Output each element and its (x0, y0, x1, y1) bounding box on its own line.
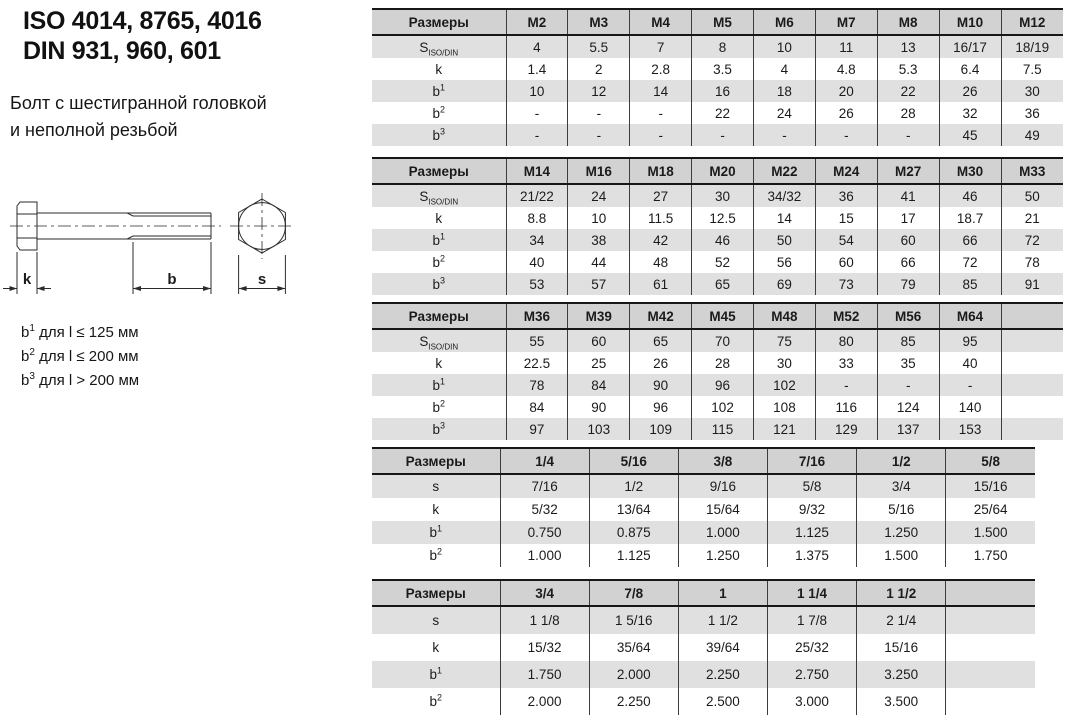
table-row (372, 661, 1035, 688)
row-label: k (435, 355, 443, 371)
row-label: s (372, 606, 500, 634)
table-row (372, 474, 1035, 498)
value-cell: - (568, 102, 630, 124)
dim-label-s: s (257, 271, 267, 288)
value-cell: 36 (815, 184, 877, 207)
table-row (372, 124, 1063, 146)
value-cell: 153 (939, 418, 1001, 440)
value-cell: 1.000 (678, 521, 767, 544)
value-cell: 26 (939, 80, 1001, 102)
table-row (372, 634, 1035, 661)
value-cell: 16/17 (939, 35, 1001, 58)
value-cell: 84 (506, 396, 568, 418)
value-cell (1001, 396, 1063, 418)
value-cell: - (630, 102, 692, 124)
table-row (372, 352, 1063, 374)
row-label: k (435, 210, 443, 226)
value-cell: 21 (1001, 207, 1063, 229)
column-header: M8 (877, 9, 939, 35)
table-metric-m36-m64 (372, 302, 1063, 440)
value-cell: 1.250 (857, 521, 946, 544)
subtitle (10, 90, 267, 144)
value-cell: 18.7 (939, 207, 1001, 229)
table-row (372, 329, 1063, 352)
row-label: $b^1$ (372, 229, 506, 251)
column-header (1001, 303, 1063, 329)
value-cell: 1.000 (500, 544, 589, 567)
column-header: 1 1/2 (857, 580, 946, 606)
value-cell: 1.750 (946, 544, 1035, 567)
value-cell: 60 (568, 329, 630, 352)
value-cell: 85 (877, 329, 939, 352)
value-cell (946, 688, 1035, 715)
hex-end-view (230, 193, 294, 259)
value-cell: 45 (939, 124, 1001, 146)
value-cell: 2.250 (589, 688, 678, 715)
column-header: 5/8 (946, 448, 1035, 474)
value-cell: 30 (692, 184, 754, 207)
value-cell: 21/22 (506, 184, 568, 207)
table-row (372, 273, 1063, 295)
value-cell: 1.500 (857, 544, 946, 567)
value-cell: 2 1/4 (857, 606, 946, 634)
value-cell: 3.5 (692, 58, 754, 80)
value-cell: 70 (692, 329, 754, 352)
value-cell: 1.125 (589, 544, 678, 567)
value-cell: 11.5 (630, 207, 692, 229)
value-cell: 48 (630, 251, 692, 273)
value-cell: 108 (754, 396, 816, 418)
table-row (372, 418, 1063, 440)
value-cell: 1 1/8 (500, 606, 589, 634)
value-cell: 40 (506, 251, 568, 273)
value-cell: 60 (815, 251, 877, 273)
table-row (372, 80, 1063, 102)
table-metric-m2-m12 (372, 8, 1063, 146)
table-row (372, 374, 1063, 396)
column-header: M5 (692, 9, 754, 35)
value-cell: 36 (1001, 102, 1063, 124)
row-label: $b^1$ (372, 661, 500, 688)
value-cell: 50 (1001, 184, 1063, 207)
value-cell: 55 (506, 329, 568, 352)
value-cell: 16 (692, 80, 754, 102)
value-cell: 102 (692, 396, 754, 418)
value-cell: 18 (754, 80, 816, 102)
value-cell: - (630, 124, 692, 146)
value-cell: 17 (877, 207, 939, 229)
column-header: M56 (877, 303, 939, 329)
value-cell: 96 (630, 396, 692, 418)
value-cell: 42 (630, 229, 692, 251)
table-row (372, 102, 1063, 124)
value-cell: 1 1/2 (678, 606, 767, 634)
value-cell: 0.875 (589, 521, 678, 544)
value-cell: 4 (506, 35, 568, 58)
value-cell: 46 (939, 184, 1001, 207)
dimension-b (133, 242, 211, 294)
row-label: $b^2$ (432, 398, 446, 415)
value-cell: 20 (815, 80, 877, 102)
row-label: $b^1$ (372, 374, 506, 396)
table-row (372, 521, 1035, 544)
value-cell: 115 (692, 418, 754, 440)
value-cell: 1.125 (767, 521, 856, 544)
value-cell: 7.5 (1001, 58, 1063, 80)
value-cell: 53 (506, 273, 568, 295)
value-cell: 24 (568, 184, 630, 207)
footnote: $b^1$ для l ≤ 125 мм (21, 323, 139, 341)
table-row (372, 688, 1035, 715)
value-cell: 12 (568, 80, 630, 102)
row-label: $b^3$ (372, 124, 506, 146)
row-label: s (372, 474, 500, 498)
value-cell: 5/8 (767, 474, 856, 498)
value-cell: 25/64 (946, 498, 1035, 521)
value-cell: 9/16 (678, 474, 767, 498)
column-header: 5/16 (589, 448, 678, 474)
column-header: 1 (678, 580, 767, 606)
value-cell: 9/32 (767, 498, 856, 521)
value-cell: 34 (506, 229, 568, 251)
value-cell: 24 (754, 102, 816, 124)
value-cell: 5.3 (877, 58, 939, 80)
value-cell: 7 (630, 35, 692, 58)
value-cell: 61 (630, 273, 692, 295)
value-cell: - (692, 124, 754, 146)
value-cell: 85 (939, 273, 1001, 295)
value-cell: 79 (877, 273, 939, 295)
value-cell: 33 (815, 352, 877, 374)
row-label: $b^3$ (372, 418, 506, 440)
value-cell: 15/16 (857, 634, 946, 661)
value-cell: 2 (568, 58, 630, 80)
dimension-s (239, 255, 286, 294)
value-cell: - (815, 374, 877, 396)
value-cell: 56 (754, 251, 816, 273)
value-cell: - (754, 124, 816, 146)
value-cell: 90 (568, 396, 630, 418)
value-cell: 44 (568, 251, 630, 273)
column-header (946, 580, 1035, 606)
value-cell: 35/64 (589, 634, 678, 661)
column-header: M33 (1001, 158, 1063, 184)
value-cell: 15 (815, 207, 877, 229)
value-cell: 84 (568, 374, 630, 396)
column-header: 1/2 (857, 448, 946, 474)
value-cell (946, 661, 1035, 688)
value-cell (946, 606, 1035, 634)
value-cell: 54 (815, 229, 877, 251)
value-cell: 5/16 (857, 498, 946, 521)
value-cell: 1 5/16 (589, 606, 678, 634)
subtitle-line2: и неполной резьбой (10, 120, 178, 140)
value-cell: 35 (877, 352, 939, 374)
value-cell: 22 (692, 102, 754, 124)
value-cell: 1/2 (589, 474, 678, 498)
value-cell: 60 (877, 229, 939, 251)
bolt-technical-drawing (0, 185, 340, 305)
value-cell: 14 (630, 80, 692, 102)
column-header: M12 (1001, 9, 1063, 35)
value-cell: 97 (506, 418, 568, 440)
value-cell: 26 (630, 352, 692, 374)
value-cell: 30 (754, 352, 816, 374)
column-header: M7 (815, 9, 877, 35)
value-cell: 14 (754, 207, 816, 229)
value-cell: 91 (1001, 273, 1063, 295)
column-header: M18 (630, 158, 692, 184)
column-header: M30 (939, 158, 1001, 184)
column-header: 7/8 (589, 580, 678, 606)
table-corner-header: Размеры (372, 580, 500, 606)
value-cell: 4 (754, 58, 816, 80)
value-cell: 27 (630, 184, 692, 207)
value-cell (1001, 352, 1063, 374)
footnote: $b^2$ для l ≤ 200 мм (21, 347, 139, 365)
value-cell: 10 (506, 80, 568, 102)
value-cell: 109 (630, 418, 692, 440)
value-cell: 1.4 (506, 58, 568, 80)
column-header: M14 (506, 158, 568, 184)
value-cell: 3.000 (767, 688, 856, 715)
value-cell: 3.250 (857, 661, 946, 688)
value-cell: 95 (939, 329, 1001, 352)
value-cell: 73 (815, 273, 877, 295)
value-cell: 129 (815, 418, 877, 440)
value-cell: 4.8 (815, 58, 877, 80)
table-row (372, 184, 1063, 207)
column-header: 1/4 (500, 448, 589, 474)
row-label: $b^2$ (432, 104, 446, 121)
table-corner-header: Размеры (372, 303, 506, 329)
table-row (372, 544, 1035, 567)
column-header: M6 (754, 9, 816, 35)
value-cell: 80 (815, 329, 877, 352)
row-label: $b^2$ (432, 253, 446, 270)
value-cell: 8.8 (506, 207, 568, 229)
footnote: $b^3$ для l > 200 мм (21, 371, 140, 389)
value-cell: 137 (877, 418, 939, 440)
value-cell: - (506, 124, 568, 146)
value-cell: 15/16 (946, 474, 1035, 498)
title-iso-standards: ISO 4014, 8765, 4016 (23, 7, 262, 35)
row-label: $b^2$ (429, 546, 443, 563)
column-header: M3 (568, 9, 630, 35)
table-row (372, 498, 1035, 521)
value-cell: 22.5 (506, 352, 568, 374)
value-cell: 7/16 (500, 474, 589, 498)
value-cell: 5.5 (568, 35, 630, 58)
value-cell: 25 (568, 352, 630, 374)
value-cell: 49 (1001, 124, 1063, 146)
value-cell: - (506, 102, 568, 124)
value-cell: 32 (939, 102, 1001, 124)
column-header: M2 (506, 9, 568, 35)
value-cell: 22 (877, 80, 939, 102)
value-cell: 15/32 (500, 634, 589, 661)
page-title (23, 6, 262, 66)
row-label: k (432, 640, 440, 655)
column-header: 7/16 (767, 448, 856, 474)
dim-label-k: k (22, 271, 32, 288)
value-cell: 116 (815, 396, 877, 418)
row-label: $S_{ISO/DIN}$ (372, 329, 506, 352)
table-corner-header: Размеры (372, 448, 500, 474)
row-label: $b^3$ (372, 273, 506, 295)
row-label: $b^2$ (429, 692, 443, 709)
value-cell (1001, 418, 1063, 440)
value-cell: 5/32 (500, 498, 589, 521)
value-cell (946, 634, 1035, 661)
row-label: $b^1$ (372, 521, 500, 544)
table-row (372, 229, 1063, 251)
value-cell: 50 (754, 229, 816, 251)
footnotes (21, 319, 139, 391)
dimension-k (3, 252, 51, 294)
row-label: $S_{ISO/DIN}$ (372, 184, 506, 207)
value-cell: 78 (1001, 251, 1063, 273)
value-cell: 66 (939, 229, 1001, 251)
dim-label-b: b (167, 271, 177, 288)
column-header: M36 (506, 303, 568, 329)
value-cell: 38 (568, 229, 630, 251)
value-cell: 140 (939, 396, 1001, 418)
value-cell (1001, 374, 1063, 396)
column-header: 1 1/4 (767, 580, 856, 606)
table-inch-threequarter-to-oneandhalf (372, 579, 1035, 715)
table-row (372, 207, 1063, 229)
table-inch-quarter-to-fiveeighths (372, 447, 1035, 567)
table-metric-m14-m33 (372, 157, 1063, 295)
value-cell: 41 (877, 184, 939, 207)
value-cell: 13 (877, 35, 939, 58)
value-cell: - (877, 124, 939, 146)
column-header: M27 (877, 158, 939, 184)
title-din-standards: DIN 931, 960, 601 (23, 37, 221, 65)
value-cell: - (568, 124, 630, 146)
value-cell: 6.4 (939, 58, 1001, 80)
subtitle-line1: Болт с шестигранной головкой (10, 93, 267, 113)
value-cell: 65 (692, 273, 754, 295)
value-cell: 34/32 (754, 184, 816, 207)
value-cell: 3/4 (857, 474, 946, 498)
value-cell: 2.500 (678, 688, 767, 715)
value-cell: 1.750 (500, 661, 589, 688)
row-label: k (435, 61, 443, 77)
value-cell: 102 (754, 374, 816, 396)
value-cell: 75 (754, 329, 816, 352)
value-cell: 2.8 (630, 58, 692, 80)
table-corner-header: Размеры (372, 158, 506, 184)
value-cell: 2.250 (678, 661, 767, 688)
value-cell: 103 (568, 418, 630, 440)
value-cell: 2.750 (767, 661, 856, 688)
column-header: 3/8 (678, 448, 767, 474)
value-cell: 2.000 (500, 688, 589, 715)
column-header: M22 (754, 158, 816, 184)
value-cell: 30 (1001, 80, 1063, 102)
value-cell: 69 (754, 273, 816, 295)
value-cell: 124 (877, 396, 939, 418)
value-cell: 1.250 (678, 544, 767, 567)
value-cell: - (939, 374, 1001, 396)
value-cell: 28 (692, 352, 754, 374)
column-header: M24 (815, 158, 877, 184)
column-header: M42 (630, 303, 692, 329)
column-header: M20 (692, 158, 754, 184)
column-header: 3/4 (500, 580, 589, 606)
value-cell: 90 (630, 374, 692, 396)
value-cell: 40 (939, 352, 1001, 374)
value-cell: 8 (692, 35, 754, 58)
value-cell: 66 (877, 251, 939, 273)
value-cell: 96 (692, 374, 754, 396)
value-cell: 1 7/8 (767, 606, 856, 634)
column-header: M39 (568, 303, 630, 329)
value-cell: 78 (506, 374, 568, 396)
value-cell: 15/64 (678, 498, 767, 521)
column-header: M48 (754, 303, 816, 329)
value-cell: 25/32 (767, 634, 856, 661)
value-cell: 3.500 (857, 688, 946, 715)
table-row (372, 58, 1063, 80)
value-cell: 72 (1001, 229, 1063, 251)
row-label: k (432, 502, 440, 517)
value-cell: 18/19 (1001, 35, 1063, 58)
value-cell: 26 (815, 102, 877, 124)
column-header: M45 (692, 303, 754, 329)
value-cell: 10 (754, 35, 816, 58)
value-cell: 2.000 (589, 661, 678, 688)
table-row (372, 396, 1063, 418)
value-cell: - (815, 124, 877, 146)
value-cell: 0.750 (500, 521, 589, 544)
value-cell: 11 (815, 35, 877, 58)
value-cell: 10 (568, 207, 630, 229)
table-corner-header: Размеры (372, 9, 506, 35)
column-header: M16 (568, 158, 630, 184)
column-header: M10 (939, 9, 1001, 35)
column-header: M4 (630, 9, 692, 35)
value-cell: 12.5 (692, 207, 754, 229)
value-cell: 52 (692, 251, 754, 273)
value-cell: 65 (630, 329, 692, 352)
value-cell: 57 (568, 273, 630, 295)
table-row (372, 35, 1063, 58)
value-cell: - (877, 374, 939, 396)
column-header: M52 (815, 303, 877, 329)
value-cell: 1.375 (767, 544, 856, 567)
value-cell: 13/64 (589, 498, 678, 521)
table-row (372, 251, 1063, 273)
value-cell: 46 (692, 229, 754, 251)
row-label: $b^1$ (372, 80, 506, 102)
value-cell: 28 (877, 102, 939, 124)
value-cell (1001, 329, 1063, 352)
value-cell: 1.500 (946, 521, 1035, 544)
column-header: M64 (939, 303, 1001, 329)
value-cell: 72 (939, 251, 1001, 273)
value-cell: 121 (754, 418, 816, 440)
value-cell: 39/64 (678, 634, 767, 661)
row-label: $S_{ISO/DIN}$ (372, 35, 506, 58)
table-row (372, 606, 1035, 634)
